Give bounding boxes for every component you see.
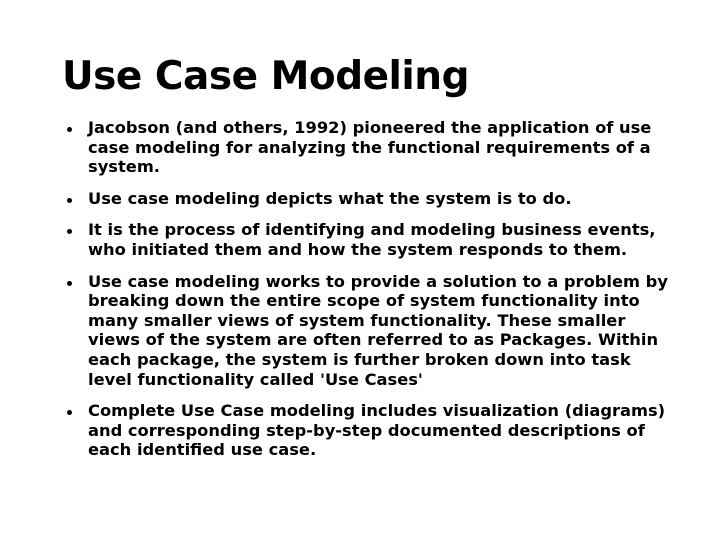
- bullet-item: [60, 189, 670, 209]
- bullet-item: [60, 401, 670, 460]
- bullet-dot-icon: [67, 127, 72, 132]
- bullet-dot-icon: [67, 229, 72, 234]
- bullet-dot-icon: [67, 410, 72, 415]
- bullet-text: Use case modeling works to provide a solution to a problem by breaking down the entire scope of system functionality into many smaller views of system functionality. These smaller views of the system are often referred to as Packages. Within each package, the system is further broken down into task level functionality called 'Use Cases': [88, 271, 668, 389]
- bullet-item: [60, 118, 670, 177]
- bullet-text: Jacobson (and others, 1992) pioneered the application of use case modeling for analyzing the functional requirements of a system.: [88, 118, 652, 177]
- bullet-list: [60, 118, 670, 472]
- bullet-dot-icon: [67, 281, 72, 286]
- slide-title: Use Case Modeling: [62, 54, 469, 99]
- bullet-text: It is the process of identifying and modeling business events, who initiated them and how the system responds to them.: [88, 220, 656, 259]
- bullet-item: [60, 272, 670, 390]
- bullet-dot-icon: [67, 198, 72, 203]
- bullet-text: Use case modeling depicts what the system is to do.: [88, 188, 572, 208]
- bullet-text: Complete Use Case modeling includes visualization (diagrams) and corresponding step-by-step documented descriptions of each identified use case.: [88, 401, 666, 460]
- bullet-item: [60, 220, 670, 259]
